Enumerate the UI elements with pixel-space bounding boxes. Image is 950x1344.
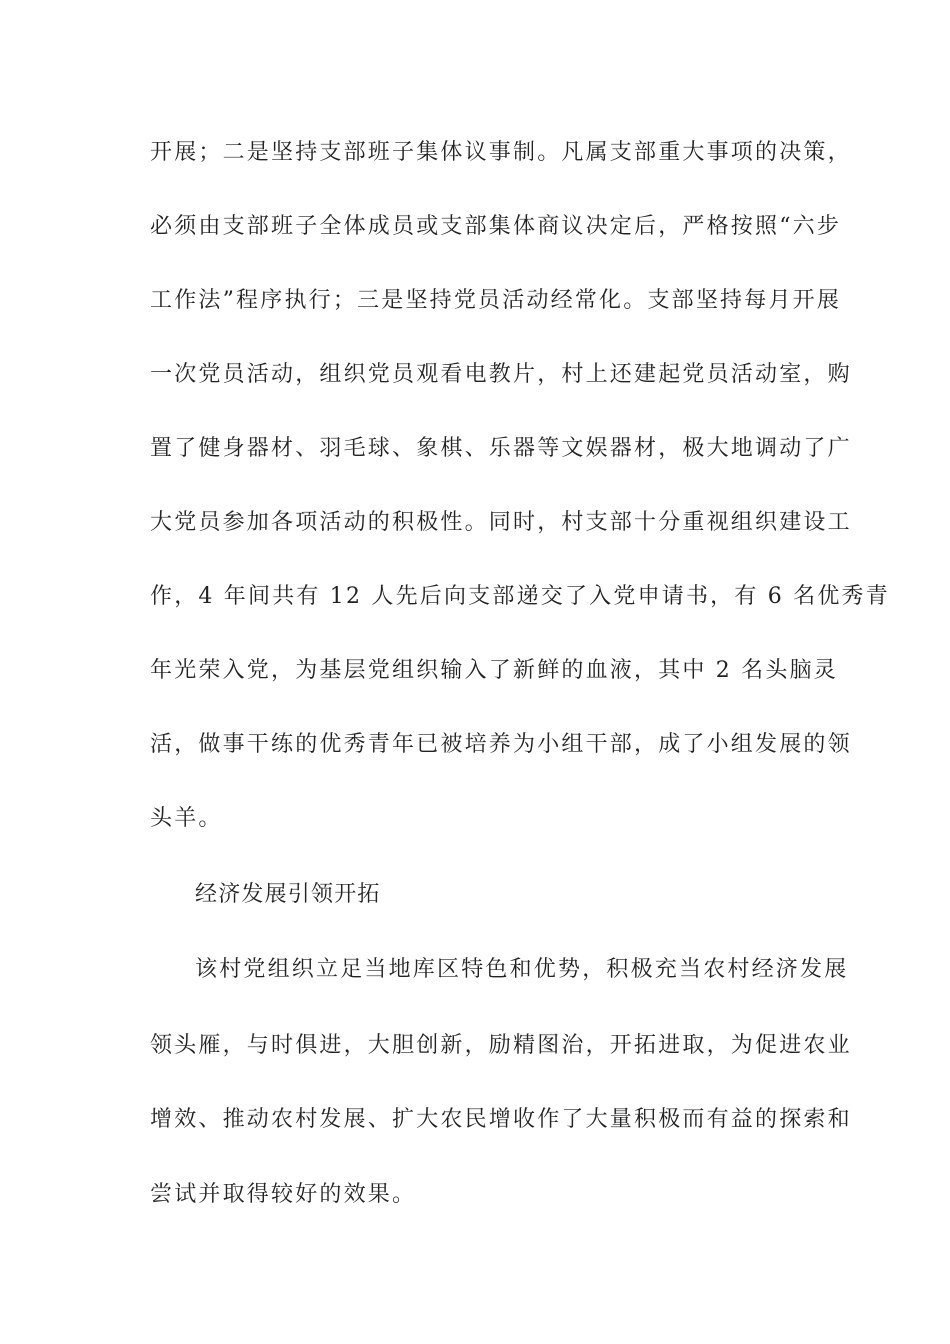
paragraph-1-line-7: 作，4 年间共有 12 人先后向支部递交了入党申请书，有 6 名优秀青	[150, 584, 890, 609]
paragraph-1-line-3: 工作法”程序执行；三是坚持党员活动经常化。支部坚持每月开展	[150, 288, 842, 313]
paragraph-2-line-3: 增效、推动农村发展、扩大农民增收作了大量积极而有益的探索和	[150, 1107, 852, 1132]
paragraph-2-line-2: 领头雁，与时俱进，大胆创新，励精图治，开拓进取，为促进农业	[150, 1033, 852, 1058]
paragraph-1-line-8: 年光荣入党，为基层党组织输入了新鲜的血液，其中 2 名头脑灵	[150, 658, 838, 683]
paragraph-1-line-9: 活，做事干练的优秀青年已被培养为小组干部，成了小组发展的领	[150, 732, 852, 757]
paragraph-1-line-1: 开展；二是坚持支部班子集体议事制。凡属支部重大事项的决策，	[150, 140, 852, 165]
paragraph-1-line-5: 置了健身器材、羽毛球、象棋、乐器等文娱器材，极大地调动了广	[150, 436, 852, 461]
paragraph-2-line-4: 尝试并取得较好的效果。	[150, 1182, 417, 1207]
paragraph-1-line-6: 大党员参加各项活动的积极性。同时，村支部十分重视组织建设工	[150, 510, 852, 535]
paragraph-1-line-4: 一次党员活动，组织党员观看电教片，村上还建起党员活动室，购	[150, 362, 852, 387]
paragraph-1-line-2: 必须由支部班子全体成员或支部集体商议决定后，严格按照“六步	[150, 214, 842, 239]
paragraph-2-line-1: 该村党组织立足当地库区特色和优势，积极充当农村经济发展	[195, 957, 849, 982]
section-heading: 经济发展引领开拓	[195, 882, 381, 907]
paragraph-1-line-10: 头羊。	[150, 806, 223, 831]
